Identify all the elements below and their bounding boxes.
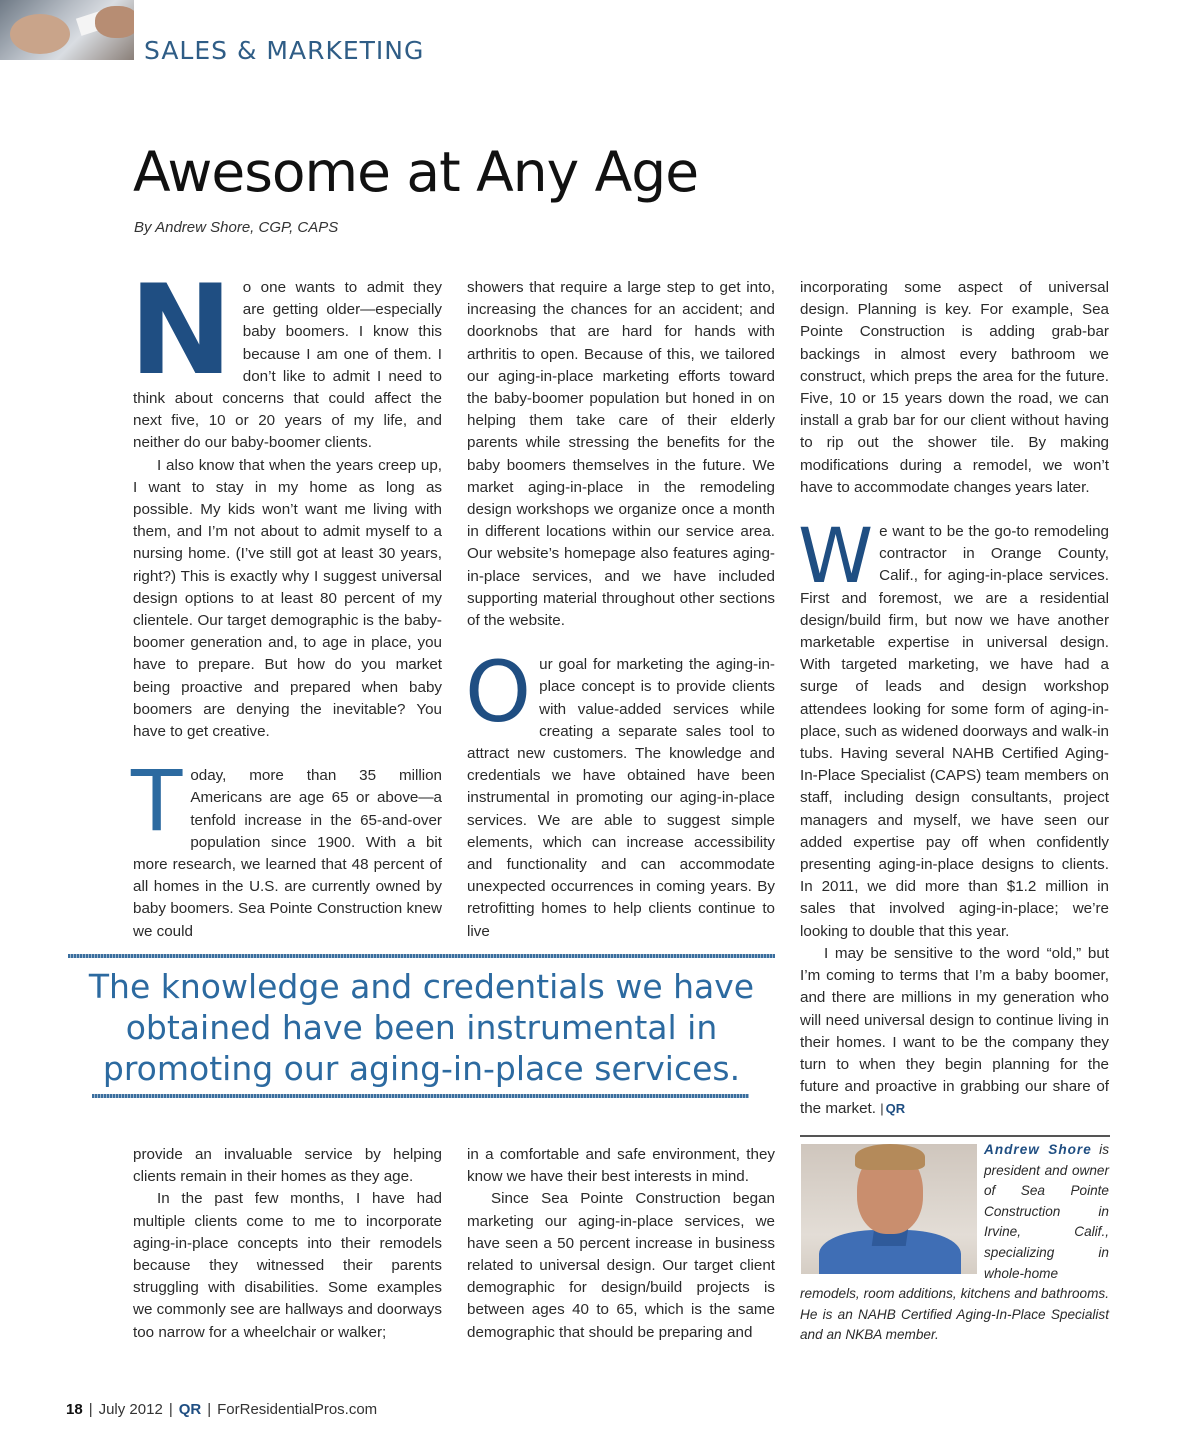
page-number: 18 (66, 1401, 83, 1418)
paragraph: In the past few months, I have had multiple clients come to me to incorporate aging-in-place concepts into their remodels because they witnessed their parents struggling with disabilities. Some examples we commonly see are hallways and doorways too narrow for a wheelchair or walker; (133, 1190, 442, 1341)
bio-divider (800, 1135, 1110, 1137)
paragraph (131, 752, 442, 943)
paragraph (129, 259, 442, 455)
column-2-bottom (467, 1144, 775, 1344)
page-footer: 18 | July 2012 | QR | ForResidentialPros.com (66, 1401, 378, 1418)
pull-quote-rule (92, 1094, 749, 1098)
author-bio (800, 1140, 1109, 1346)
drop-cap: T (131, 752, 183, 851)
paragraph-text: e want to be the go-to remodeling contractor in Orange County, Calif., for aging-in-place services. First and foremost, we are a residential design/build firm, but now we have another marketable expertise in universal design. With targeted marketing, we have had a surge of leads and design workshop attendees looking for some form of aging-in-place, such as widened doorways and walk-in tubs. Having several NAHB Certified Aging-In-Place Specialist (CAPS) team members on staff, including design consultants, project managers and myself, we have seen our added expertise pay off when confidently presenting aging-in-place designs to clients. In 2011, we did more than $1.2 million in sales that involved aging-in-place; we’re looking to double that this year. (800, 523, 1109, 940)
hand-shape (10, 14, 70, 54)
drop-cap: O (465, 643, 532, 742)
header-photo (0, 0, 134, 60)
paragraph (800, 943, 1109, 1121)
paragraph: Since Sea Pointe Construction began marketing our aging-in-place services, we have seen a 50 percent increase in business related to universal design. Our target client demographic for design/build projects is between ages 40 to 65, which is the same demographic that should be preparing and (467, 1190, 775, 1341)
author-name: Andrew Shore (984, 1142, 1092, 1157)
paragraph-text: o one wants to admit they are getting older—especially baby boomers. I know this because I am one of them. I don’t like to admit I need to think about concerns that could affect the next five, 10 or 20 years of my life, and neither do our baby-boomer clients. (133, 279, 442, 452)
paragraph (465, 643, 775, 943)
issue-date: July 2012 (98, 1401, 163, 1418)
paragraph-text: ur goal for marketing the aging-in-place concept is to provide clients with value-added services while creating a separate sales tool to attract new customers. The knowledge and credentials we have obtained have been instrumental in promoting our aging-in-place services. We are able to suggest simple elements, which can increase accessibility and functionality and can accommodate unexpected occurrences in coming years. By retrofitting homes to help clients continue to live (467, 656, 775, 940)
end-mark: | QR (880, 1101, 905, 1116)
drop-cap: W (798, 511, 874, 601)
paragraph-text: I may be sensitive to the word “old,” but I’m coming to terms that I’m a baby boomer, and there are millions in my generation who will need universal design to continue living in their homes. I want to be the company they turn to when they begin planning for the future and proactive in grabbing our share of the market. (800, 944, 1109, 1118)
paragraph: I also know that when the years creep up, I want to stay in my home as long as possible. My kids won’t want me living with them, and I’m not about to admit myself to a nursing home. (I’ve still got at least 30 years, right?) This is exactly why I suggest universal design options to at least 80 percent of my clientele. Our target demographic is the baby-boomer generation and, to age in place, you have to prepare. But how do you market being proactive and prepared when baby boomers are denying the inevitable? You have to get creative. (133, 456, 442, 741)
section-label: SALES & MARKETING (144, 36, 425, 65)
brand-mark: QR (178, 1401, 202, 1418)
pull-quote (68, 950, 775, 1100)
pull-quote-text (68, 966, 775, 1089)
column-1 (129, 259, 442, 943)
column-3 (800, 277, 1109, 1121)
paragraph: in a comfortable and safe environment, they know we have their best interests in mind. (467, 1146, 775, 1186)
article-title: Awesome at Any Age (133, 140, 699, 204)
paragraph-text: oday, more than 35 million Americans are age 65 or above—a tenfold increase in the 65-and-over population since 1900. With a bit more research, we learned that 48 percent of all homes in the U.S. are currently owned by baby boomers. Sea Pointe Construction knew we could (133, 767, 442, 940)
paragraph: showers that require a large step to get into, increasing the chances for an accident; and doorknobs that are hard for hands with arthritis to open. Because of this, we tailored our aging-in-place marketing efforts toward the baby-boomer population but honed in on helping them take care of their elderly parents while stressing the benefits for the baby boomers themselves in the future. We market aging-in-place in the remodeling design workshops we organize once a month in different locations within our service area. Our website’s homepage also features aging-in-place services, and we have included supporting material throughout other sections of the website. (467, 279, 775, 630)
hand-shape (95, 6, 134, 38)
pull-quote-rule (68, 954, 775, 958)
column-1-bottom (133, 1144, 442, 1344)
pull-quote-line: obtained have been instrumental in (125, 1008, 718, 1047)
byline: By Andrew Shore, CGP, CAPS (134, 219, 339, 236)
paragraph: provide an invaluable service by helping clients remain in their homes as they age. (133, 1146, 442, 1186)
bio-text: is president and owner of Sea Pointe Construction in Irvine, Calif., specializing in whole-home remodels, room additions, kitchens and bathrooms. He is an NAHB Certified Aging-In-Place Specialist and an NKBA member. (800, 1142, 1109, 1343)
paragraph: incorporating some aspect of universal design. Planning is key. For example, Sea Pointe Construction is adding grab-bar backings in almost every bathroom we construct, which preps the area for the future. Five, 10 or 15 years down the road, we can install a grab bar for our client without having to rip out the shower tile. By making modifications during a remodel, we won’t have to accommodate changes years later. (800, 279, 1109, 496)
pull-quote-line: The knowledge and credentials we have (88, 967, 755, 1006)
drop-cap: N (129, 259, 233, 403)
column-2 (467, 277, 775, 943)
pull-quote-line: promoting our aging-in-place services. (102, 1049, 741, 1088)
paragraph (798, 511, 1109, 943)
website-link[interactable]: ForResidentialPros.com (217, 1401, 378, 1418)
